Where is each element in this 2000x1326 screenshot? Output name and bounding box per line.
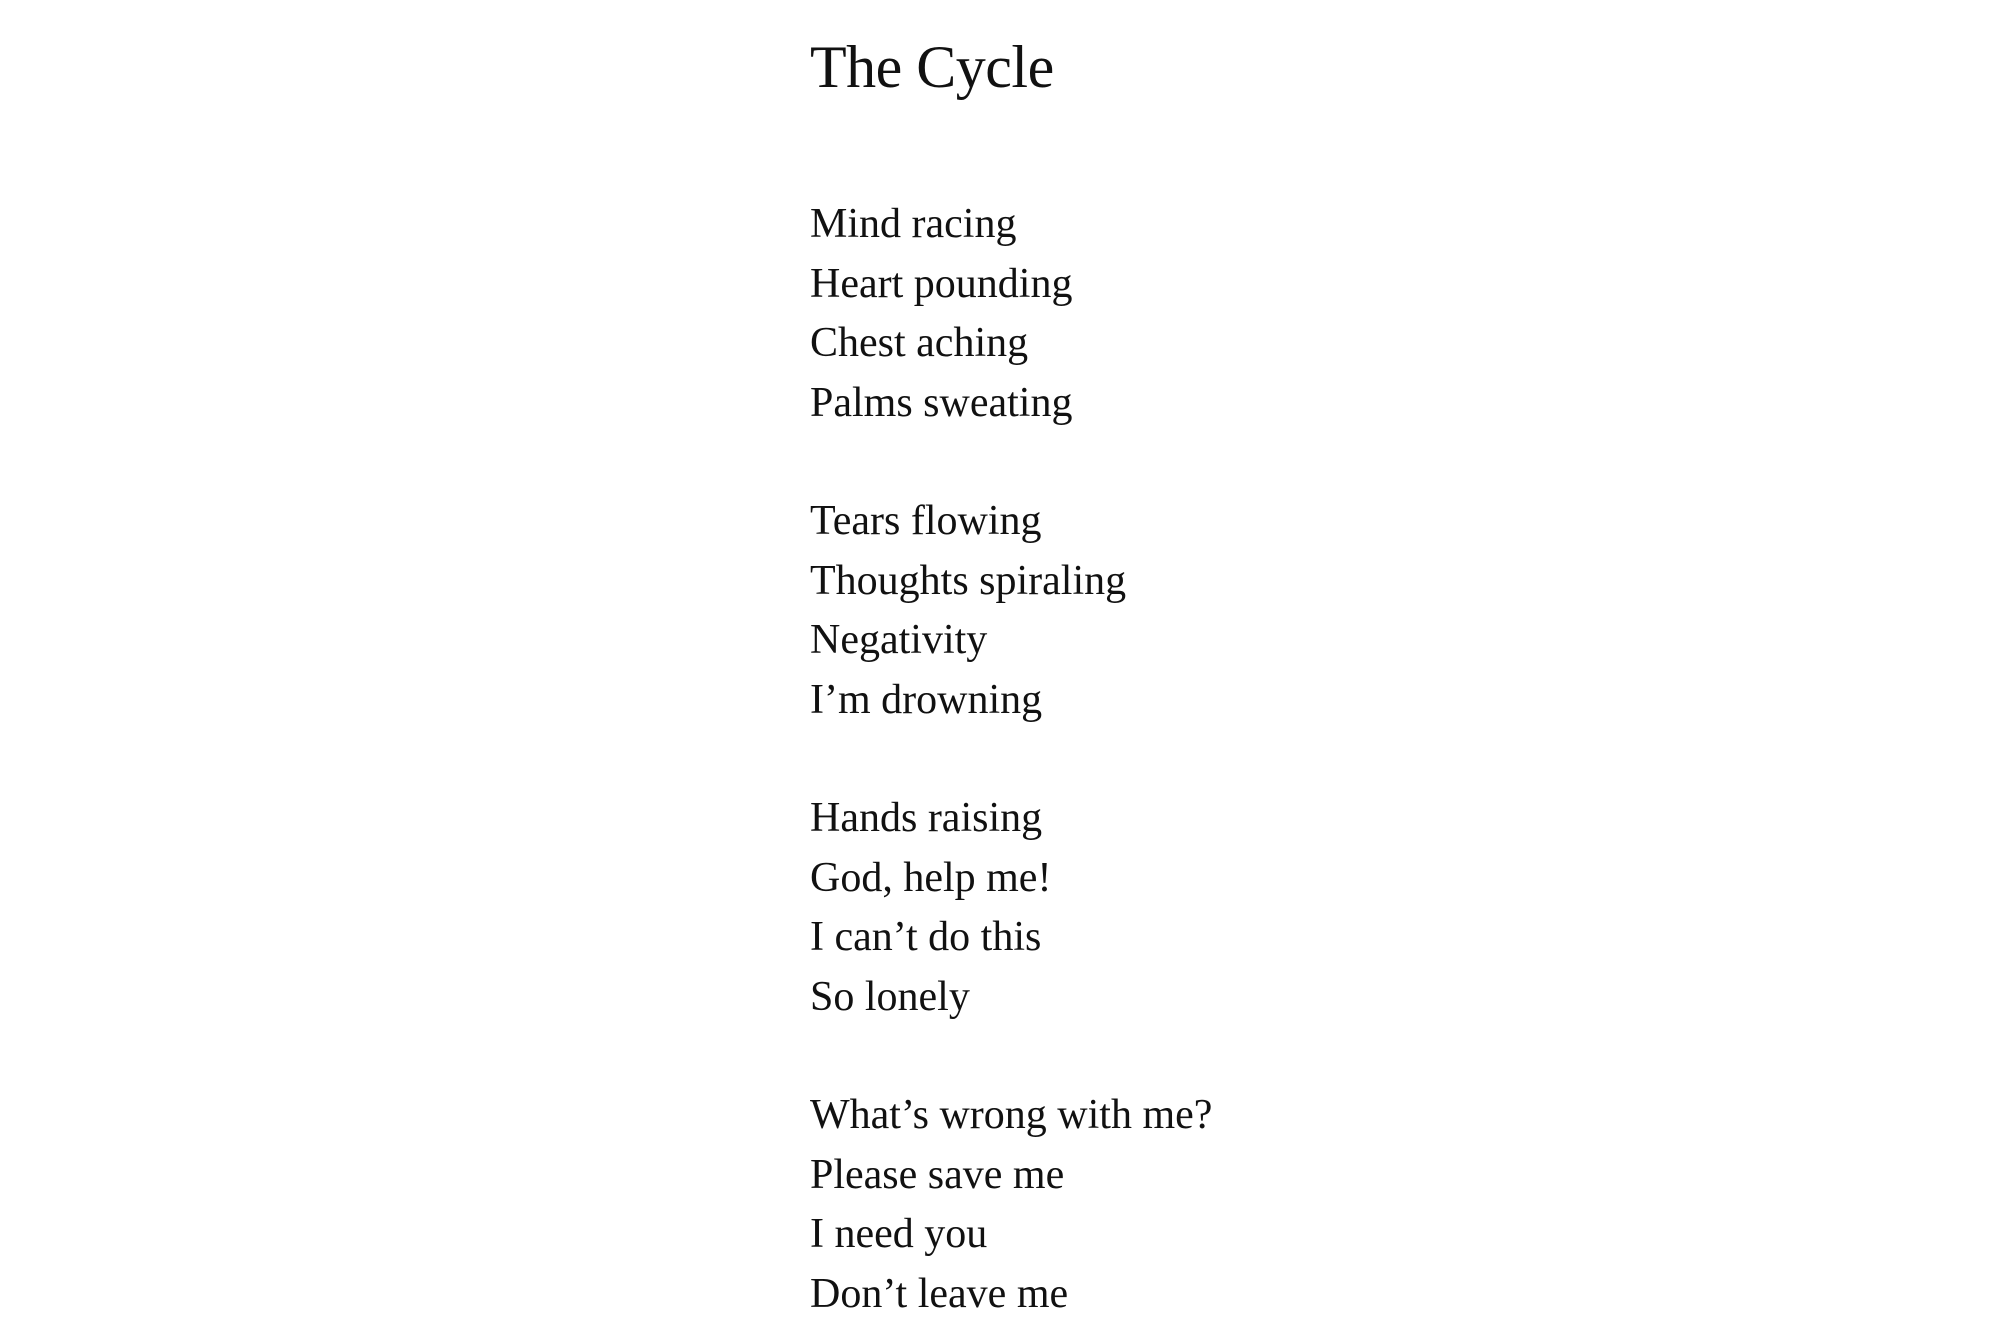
stanza-3 bbox=[810, 789, 1570, 1027]
poem-line: So lonely bbox=[810, 973, 970, 1020]
poem-line: Heart pounding bbox=[810, 260, 1073, 307]
poem-line: I’m drowning bbox=[810, 676, 1043, 723]
stanza-1 bbox=[810, 195, 1570, 433]
poem-line: Negativity bbox=[810, 617, 988, 663]
poem-line: What’s wrong with me? bbox=[810, 1092, 1213, 1138]
stanza-4 bbox=[810, 1086, 1570, 1324]
poem-line: Chest aching bbox=[810, 320, 1029, 366]
poem-line: Hands raising bbox=[810, 795, 1043, 841]
poem-line: Tears flowing bbox=[810, 498, 1042, 544]
stanza-2 bbox=[810, 492, 1570, 730]
poem-title: The Cycle bbox=[810, 34, 1054, 100]
poem-line: Thoughts spiraling bbox=[810, 557, 1127, 604]
poem-line: Don’t leave me bbox=[810, 1270, 1069, 1317]
poem bbox=[810, 0, 1570, 1324]
poem-line: Please save me bbox=[810, 1151, 1065, 1198]
poem-line: Palms sweating bbox=[810, 379, 1073, 426]
poem-line: Mind racing bbox=[810, 201, 1017, 247]
poem-line: God, help me! bbox=[810, 854, 1052, 901]
poem-line: I need you bbox=[810, 1211, 988, 1257]
poem-line: I can’t do this bbox=[810, 914, 1042, 960]
